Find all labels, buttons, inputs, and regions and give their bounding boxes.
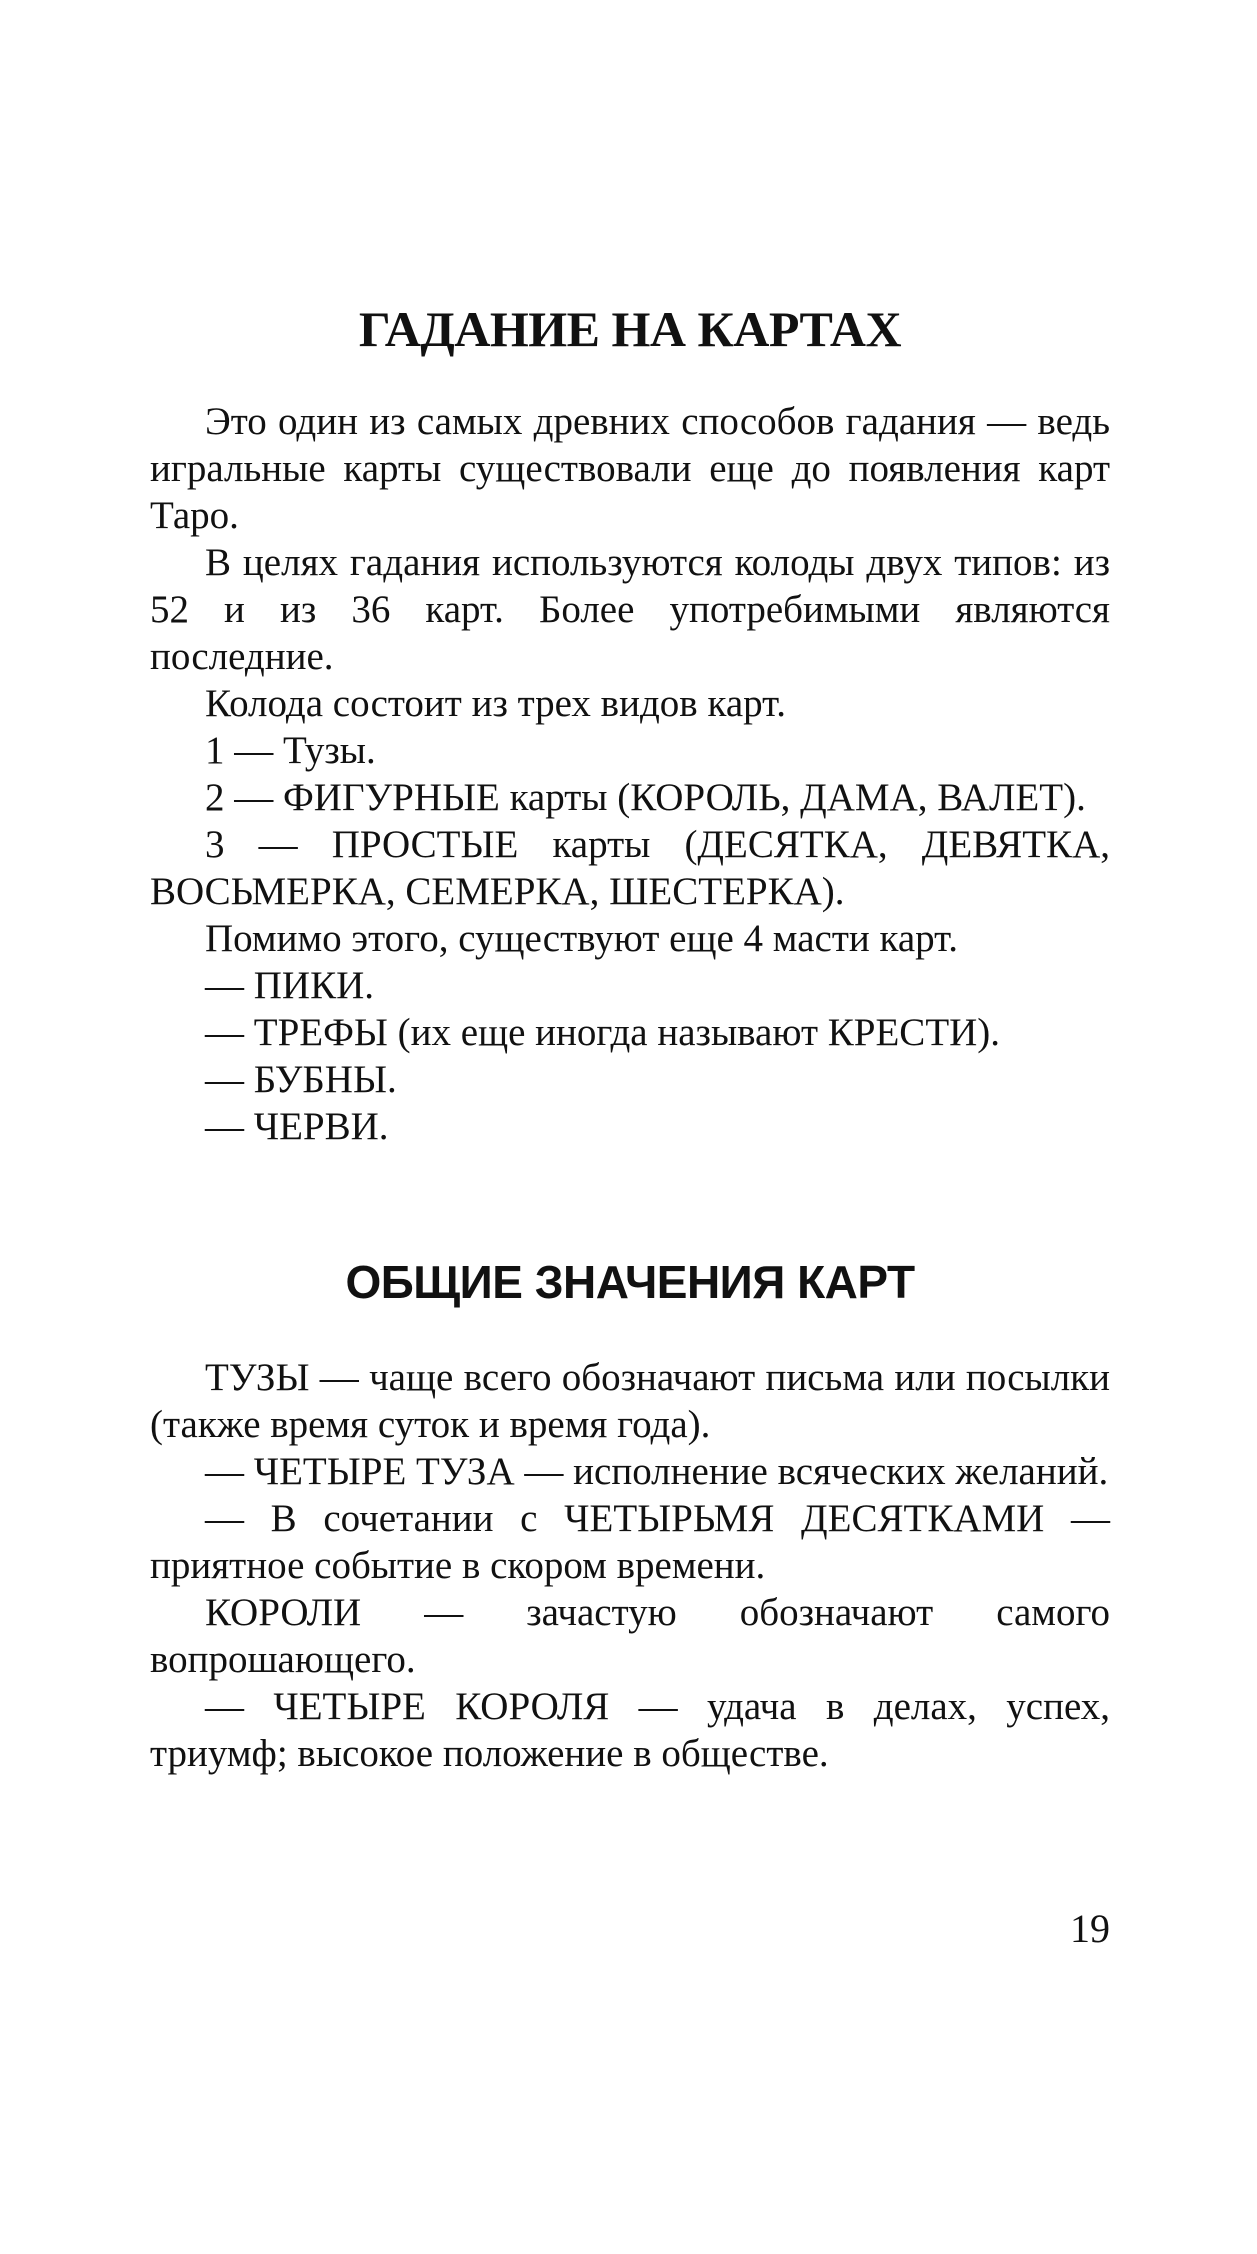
list-item-spades: — ПИКИ. (205, 964, 375, 1007)
section-title-card-meanings: ОБЩИЕ ЗНАЧЕНИЯ КАРТ (345, 1256, 915, 1308)
paragraph-deck-composition: Колода состоит из трех видов карт. (205, 682, 786, 725)
paragraph-aces-with-tens: — В сочетании с ЧЕТЫРЬМЯ ДЕСЯТКАМИ — приятное событие в скором времени. (150, 1497, 1110, 1587)
paragraph-intro: Это один из самых древних способов гадания — ведь игральные карты существовали еще до появления карт Таро. (150, 400, 1110, 537)
paragraph-four-aces: — ЧЕТЫРЕ ТУЗА — исполнение всяческих желаний. (205, 1450, 1109, 1493)
list-item-aces: 1 — Тузы. (205, 729, 376, 772)
paragraph-aces-meaning: ТУЗЫ — чаще всего обозначают письма или посылки (также время суток и время года). (150, 1356, 1110, 1446)
list-item-hearts: — ЧЕРВИ. (205, 1105, 389, 1148)
list-item-number-cards: 3 — ПРОСТЫЕ карты (ДЕСЯТКА, ДЕВЯТКА, ВОСЬМЕРКА, СЕМЕРКА, ШЕСТЕРКА). (150, 823, 1110, 913)
paragraph-four-kings: — ЧЕТЫРЕ КОРОЛЯ — удача в делах, успех, триумф; высокое положение в обществе. (150, 1685, 1110, 1775)
section-title-card-divination: ГАДАНИЕ НА КАРТАХ (358, 301, 902, 357)
page-number: 19 (1070, 1906, 1110, 1951)
list-item-face-cards: 2 — ФИГУРНЫЕ карты (КОРОЛЬ, ДАМА, ВАЛЕТ). (205, 776, 1086, 819)
paragraph-kings-meaning: КОРОЛИ — зачастую обозначают самого вопрошающего. (150, 1591, 1110, 1681)
book-page (150, 300, 1110, 1777)
paragraph-deck-types: В целях гадания используются колоды двух типов: из 52 и из 36 карт. Более употребимыми являются последние. (150, 541, 1110, 678)
list-item-diamonds: — БУБНЫ. (205, 1058, 397, 1101)
list-item-clubs: — ТРЕФЫ (их еще иногда называют КРЕСТИ). (205, 1011, 1001, 1054)
paragraph-suits-intro: Помимо этого, существуют еще 4 масти карт. (205, 917, 959, 960)
